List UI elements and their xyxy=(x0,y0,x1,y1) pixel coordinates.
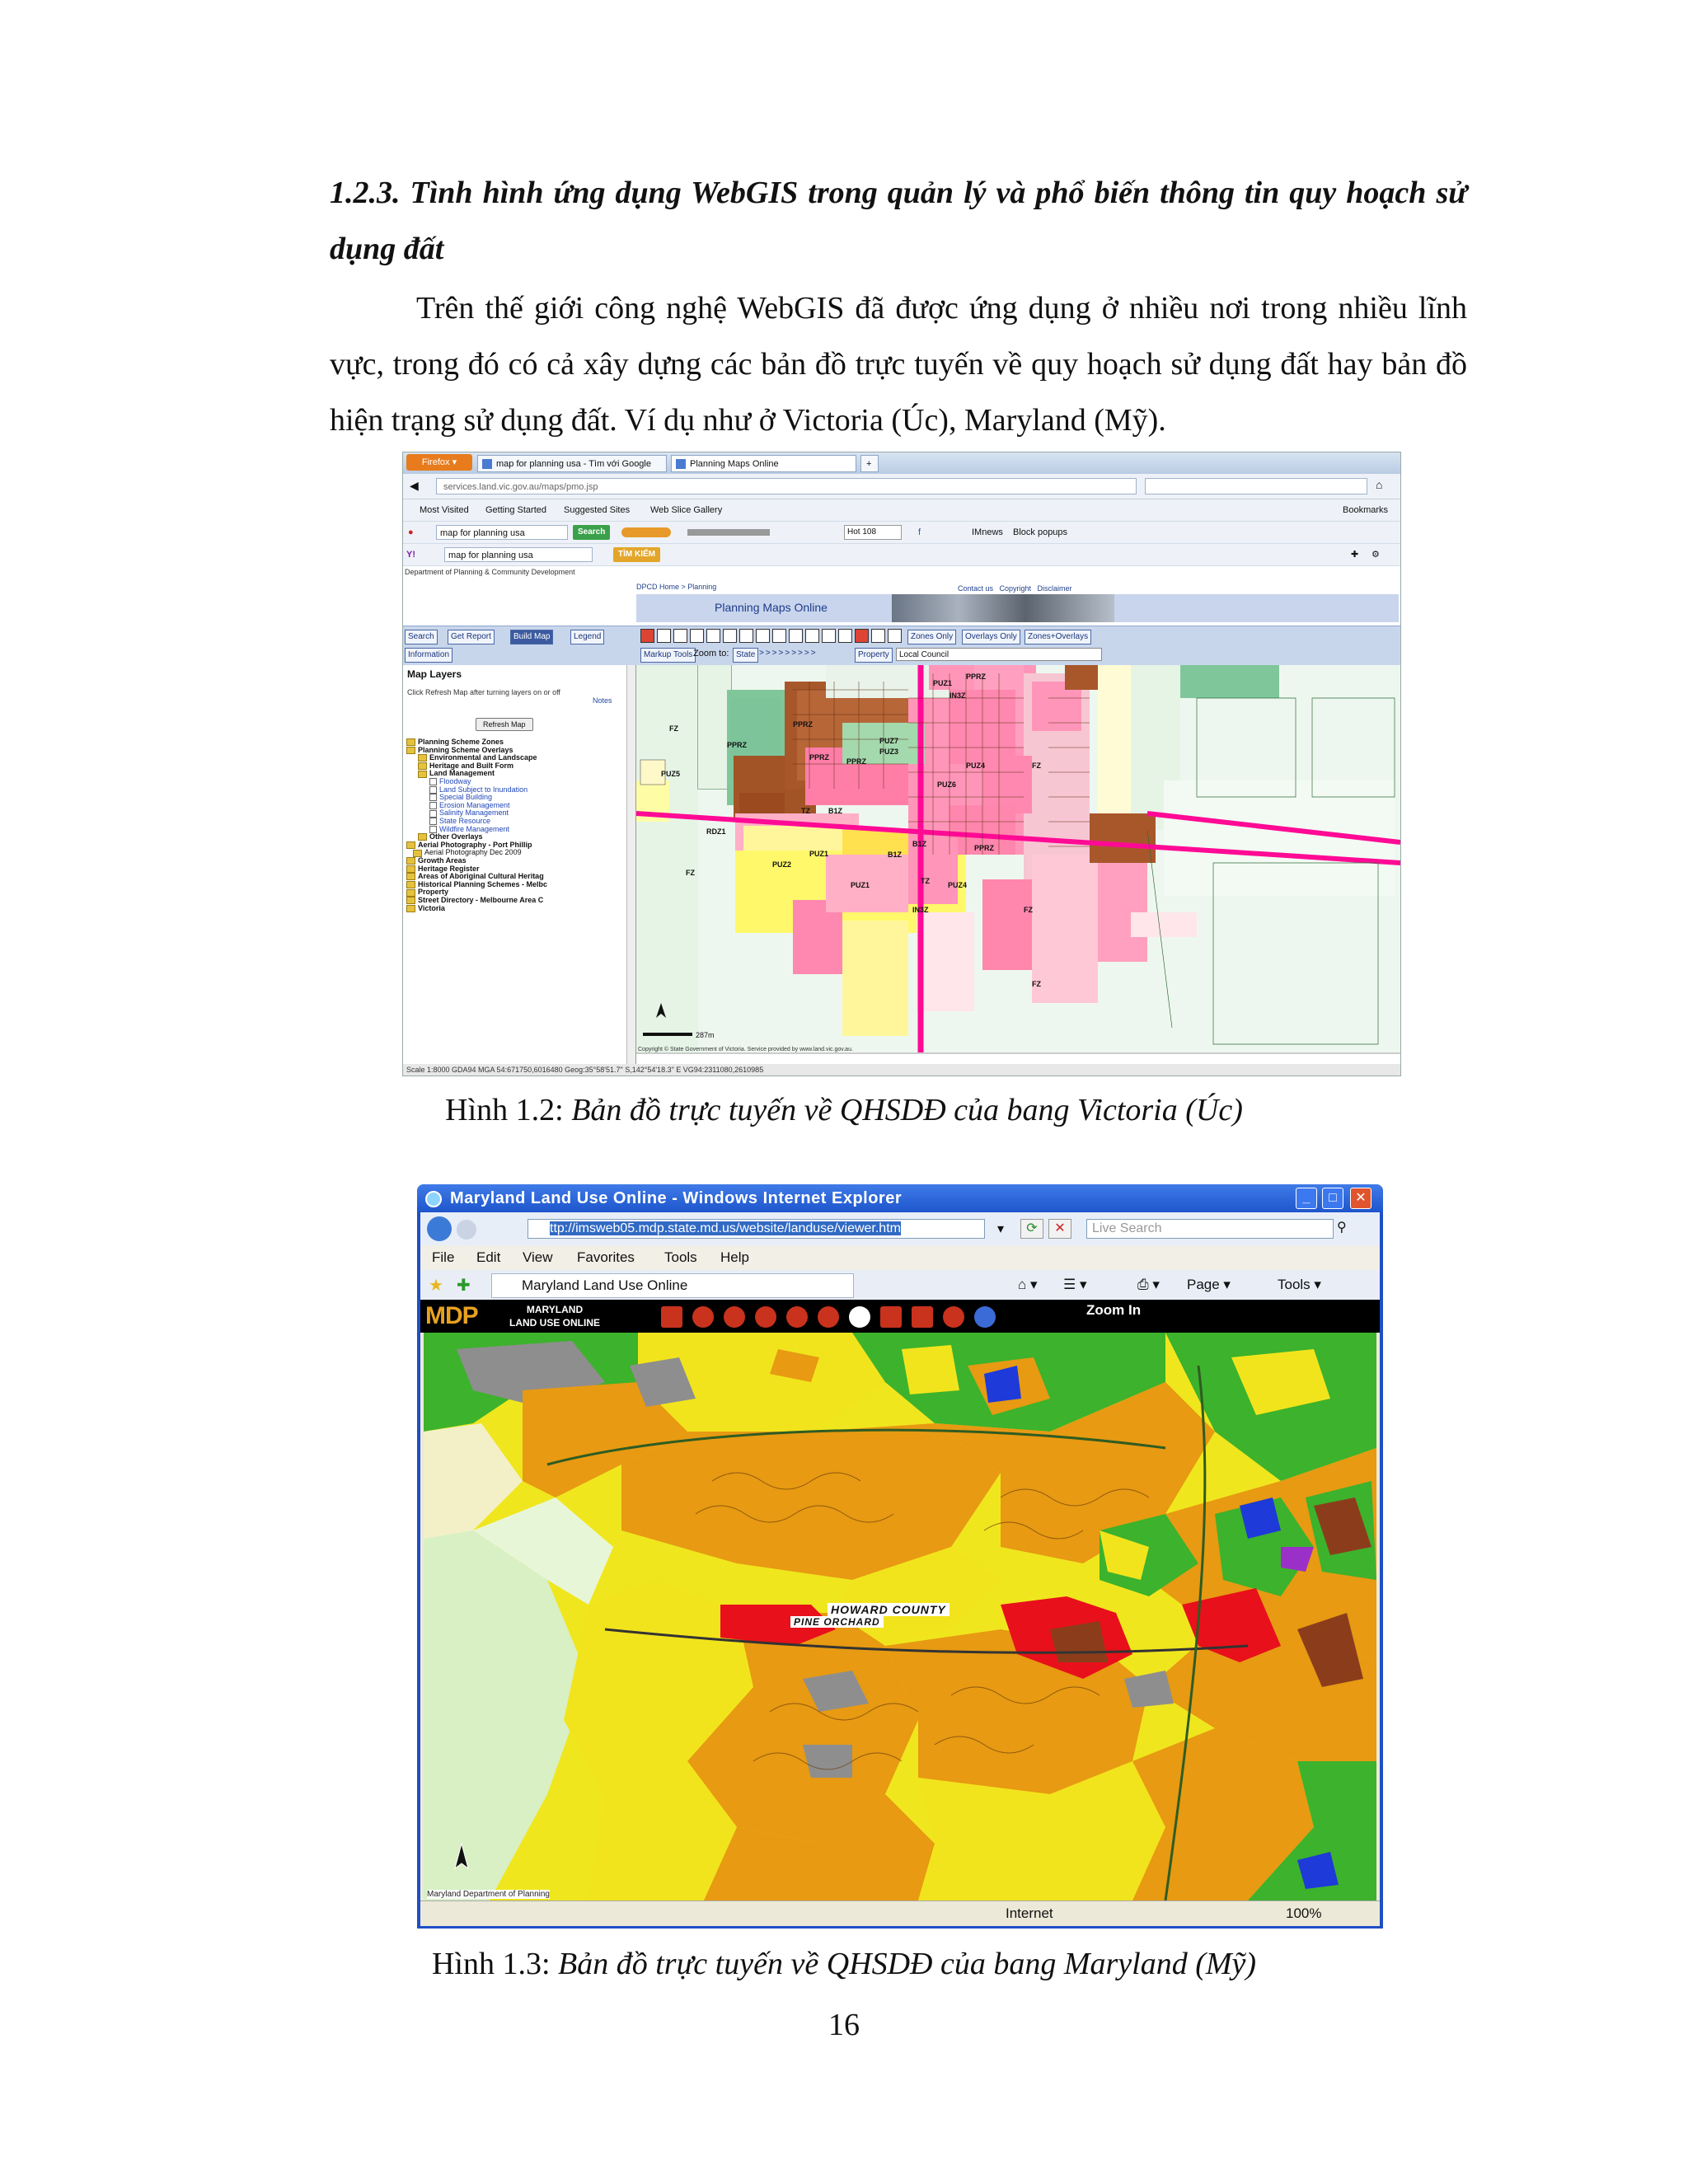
block-popups-link[interactable]: Block popups xyxy=(1013,527,1068,537)
map-label: IN3Z xyxy=(950,691,966,700)
globe-icon[interactable] xyxy=(974,1306,996,1328)
dropdown-icon[interactable]: ▾ xyxy=(997,1222,1005,1236)
pencil-icon[interactable] xyxy=(772,629,786,643)
layer-label: Property xyxy=(418,888,449,897)
zoom-in-icon[interactable] xyxy=(692,1306,714,1328)
menu-help[interactable]: Help xyxy=(720,1249,749,1265)
facebook-icon[interactable]: f xyxy=(918,527,921,537)
status-bar xyxy=(420,1900,1380,1926)
map-label: PPRZ xyxy=(793,720,814,729)
zoom-steps[interactable]: >>>>>>>>> xyxy=(759,649,818,658)
tab-get-report[interactable]: Get Report xyxy=(448,630,495,644)
notes-link[interactable]: Notes xyxy=(593,696,612,705)
banner-photo xyxy=(892,594,1114,622)
layer-label: Street Directory - Melbourne Area C xyxy=(418,896,544,904)
layer-label: Erosion Management xyxy=(439,800,510,809)
zoom-box-icon[interactable] xyxy=(673,629,687,643)
menu-tools[interactable]: Tools xyxy=(664,1249,697,1265)
folder-icon[interactable] xyxy=(418,771,427,778)
map-label: FZ xyxy=(1032,762,1041,770)
search-toolbar xyxy=(403,522,1400,544)
clear-icon[interactable] xyxy=(871,629,885,643)
map-label: PUZ1 xyxy=(851,881,870,889)
browser-nav-bar xyxy=(403,474,1400,499)
map-label: PPRZ xyxy=(727,741,748,749)
map-label: PPRZ xyxy=(974,844,995,852)
map-label: FZ xyxy=(669,724,678,733)
save-icon[interactable] xyxy=(855,629,869,643)
google-icon xyxy=(482,459,492,469)
pointer-icon[interactable] xyxy=(756,629,770,643)
toolbar-slider[interactable] xyxy=(687,529,770,536)
page-number: 16 xyxy=(828,2008,860,2042)
mdp-toolbar xyxy=(420,1300,1380,1333)
council-select[interactable]: Local Council xyxy=(896,648,1102,661)
status-zone: Internet xyxy=(1006,1905,1053,1921)
help-icon[interactable] xyxy=(888,629,902,643)
bookmark-item[interactable]: Most Visited xyxy=(420,505,469,515)
refresh-icon[interactable]: ⟳ xyxy=(1020,1219,1043,1239)
measure-icon[interactable] xyxy=(880,1306,902,1328)
zoom-to-label: Zoom to: xyxy=(693,649,729,658)
breadcrumb[interactable]: DPCD Home > Planning xyxy=(636,583,717,591)
zoning-map-svg xyxy=(636,665,1400,1054)
map-layers-panel xyxy=(403,665,636,1064)
browser-tab-google[interactable] xyxy=(477,455,667,472)
mdp-subtitle-2: LAND USE ONLINE xyxy=(509,1317,601,1329)
map-toolbar xyxy=(403,626,1400,666)
select-icon[interactable] xyxy=(723,629,737,643)
help-icon[interactable] xyxy=(943,1306,964,1328)
layer-label: Heritage and Built Form xyxy=(429,761,514,770)
map-layers-title: Map Layers xyxy=(407,668,462,680)
home-icon[interactable]: ⌂ ▾ xyxy=(1018,1277,1038,1292)
map-label: B1Z xyxy=(828,807,843,815)
scale-text: 287m xyxy=(696,1031,715,1039)
favorites-star-icon[interactable]: ★ xyxy=(429,1277,443,1295)
layer-label: Wildfire Management xyxy=(439,824,510,833)
victoria-zoning-map[interactable] xyxy=(636,665,1400,1054)
tab-search[interactable]: Search xyxy=(405,630,438,644)
map-label: PUZ7 xyxy=(879,737,899,745)
caption-text: Bản đồ trực tuyến về QHSDĐ của bang Maryland (Mỹ) xyxy=(558,1947,1257,1981)
layer-label: Historical Planning Schemes - Melbc xyxy=(418,879,548,888)
close-button[interactable]: ✕ xyxy=(1350,1188,1372,1209)
stop-icon[interactable]: ✕ xyxy=(1048,1219,1071,1239)
add-favorites-icon[interactable]: ✚ xyxy=(457,1277,471,1295)
map-label: PUZ4 xyxy=(966,762,986,770)
bookmark-item[interactable]: Suggested Sites xyxy=(564,505,631,515)
layer-label: Victoria xyxy=(418,903,445,912)
tab-maryland[interactable]: Maryland Land Use Online xyxy=(491,1273,854,1298)
firefox-menu-button[interactable]: Firefox ▾ xyxy=(406,454,472,471)
layer-label: Growth Areas xyxy=(418,856,467,865)
layer-label: Floodway xyxy=(439,777,471,785)
caption-prefix: Hình 1.2: xyxy=(445,1093,572,1127)
mdp-logo: MDP xyxy=(425,1302,478,1329)
identify-icon[interactable] xyxy=(739,629,753,643)
map-label: TZ xyxy=(921,877,930,885)
layer-label: Aerial Photography Dec 2009 xyxy=(424,848,522,857)
department-name: Department of Planning & Community Development xyxy=(405,568,575,576)
browser-search-input[interactable] xyxy=(1145,478,1367,494)
layer-label: Planning Scheme Overlays xyxy=(418,745,513,754)
map-label: PUZ6 xyxy=(937,780,957,789)
zoom-state-button[interactable]: State xyxy=(733,648,758,663)
zones-overlays-button[interactable]: Zones+Overlays xyxy=(1025,630,1091,644)
markup-tools-button[interactable]: Markup Tools xyxy=(640,648,696,663)
refresh-map-button[interactable]: Refresh Map xyxy=(476,718,533,731)
layers-scrollbar[interactable] xyxy=(626,665,635,1064)
toolbar-search-button[interactable]: Search xyxy=(573,525,610,540)
export-icon[interactable] xyxy=(838,629,852,643)
forward-button[interactable] xyxy=(457,1220,476,1240)
map-label: PUZ4 xyxy=(948,881,968,889)
layer-label: Land Subject to Inundation xyxy=(439,785,528,794)
menu-favorites[interactable]: Favorites xyxy=(577,1249,635,1265)
map-label: B1Z xyxy=(912,840,927,848)
mdp-subtitle-1: MARYLAND xyxy=(526,1304,584,1315)
tab-bar xyxy=(420,1270,1380,1301)
map-label: B1Z xyxy=(888,851,903,859)
full-extent-icon[interactable] xyxy=(818,1306,839,1328)
current-tool-label: Zoom In xyxy=(1086,1302,1142,1318)
maximize-button[interactable]: □ xyxy=(1322,1188,1343,1209)
tab-label: Planning Maps Online xyxy=(690,459,779,469)
zoom-out-icon[interactable] xyxy=(724,1306,745,1328)
folder-icon[interactable] xyxy=(406,905,415,912)
tab-legend[interactable]: Legend xyxy=(570,630,604,644)
map-label: RDZ1 xyxy=(706,827,726,836)
imnews-link[interactable]: IMnews xyxy=(972,527,1003,537)
new-tab-button[interactable]: + xyxy=(860,455,879,472)
layer-item[interactable] xyxy=(406,904,445,913)
browser-tab-planning[interactable] xyxy=(671,455,856,472)
menu-bar xyxy=(420,1245,1380,1270)
map-label: TZ xyxy=(801,807,810,815)
map-credit: Maryland Department of Planning xyxy=(427,1890,550,1899)
url-text: ttp://imsweb05.mdp.state.md.us/website/landuse/viewer.htm xyxy=(550,1221,901,1235)
map-copyright: Copyright © State Government of Victoria. Service provided by www.land.vic.gov.au. xyxy=(638,1047,853,1052)
browser-tab-strip xyxy=(403,452,1400,474)
print-icon[interactable] xyxy=(822,629,836,643)
minimize-button[interactable]: _ xyxy=(1296,1188,1317,1209)
map-label: PPRZ xyxy=(809,753,830,762)
tab-build-map[interactable]: Build Map xyxy=(510,630,553,644)
yahoo-search-input[interactable]: map for planning usa xyxy=(444,547,593,562)
map-label: PPRZ xyxy=(966,673,987,681)
toolbar-logo-icon: ● xyxy=(408,527,414,537)
info-icon[interactable] xyxy=(706,629,720,643)
scale-bar xyxy=(643,1033,692,1036)
hot-select[interactable]: Hot 108 xyxy=(844,525,902,540)
pan-hand-icon[interactable] xyxy=(690,629,704,643)
layer-label: Salinity Management xyxy=(439,808,509,818)
yahoo-toolbar xyxy=(403,544,1400,566)
window-titlebar xyxy=(417,1184,1383,1212)
caption-text: Bản đồ trực tuyến về QHSDĐ của bang Victoria (Úc) xyxy=(571,1093,1243,1127)
ie-logo-icon xyxy=(425,1191,442,1207)
map-label-place: PINE ORCHARD xyxy=(790,1616,884,1628)
layer-label: Areas of Aboriginal Cultural Heritag xyxy=(418,872,544,881)
figure-victoria-screenshot xyxy=(402,452,1401,1076)
yahoo-icon: Y! xyxy=(406,550,415,560)
layer-label: State Resource xyxy=(439,817,491,825)
bookmarks-bar xyxy=(403,499,1400,522)
maryland-landuse-map[interactable] xyxy=(424,1333,1376,1900)
page-menu[interactable]: Page ▾ xyxy=(1187,1277,1231,1292)
layer-label: Planning Scheme Zones xyxy=(418,738,504,746)
status-bar: Scale 1:8000 GDA94 MGA 54:671750,6016480 Geog:35°58'51.7" S,142°54'18.3" E VG94:2311080,2610985 xyxy=(403,1064,1401,1076)
tools-menu[interactable]: Tools ▾ xyxy=(1278,1277,1321,1292)
measure-icon[interactable] xyxy=(789,629,803,643)
address-bar[interactable] xyxy=(528,1219,985,1239)
settings-icon[interactable]: ⚙ xyxy=(1372,550,1380,560)
identify-icon[interactable] xyxy=(849,1306,870,1328)
bookmark-item[interactable]: Web Slice Gallery xyxy=(650,505,723,515)
toolbar-emoticons[interactable] xyxy=(621,527,671,537)
figure-1-2-caption xyxy=(0,1090,1688,1131)
status-zoom[interactable]: 100% xyxy=(1286,1905,1322,1921)
live-search-input[interactable]: Live Search xyxy=(1086,1219,1334,1239)
add-icon[interactable]: ✚ xyxy=(1351,550,1359,560)
map-label: FZ xyxy=(1024,906,1033,914)
menu-edit[interactable]: Edit xyxy=(476,1249,501,1265)
print-map-icon[interactable] xyxy=(912,1306,933,1328)
window-title: Maryland Land Use Online - Windows Internet Explorer xyxy=(450,1189,903,1207)
feeds-icon[interactable]: ☰ ▾ xyxy=(1063,1277,1087,1292)
site-header xyxy=(403,566,1400,626)
zoom-out-icon[interactable] xyxy=(657,629,671,643)
map-label: FZ xyxy=(686,869,695,877)
zoom-property-button[interactable]: Property xyxy=(855,648,893,663)
map-label: FZ xyxy=(1032,980,1041,988)
map-label: PUZ5 xyxy=(661,770,681,778)
zones-only-button[interactable]: Zones Only xyxy=(907,630,956,644)
map-label: PUZ1 xyxy=(809,850,829,858)
map-label: PUZ2 xyxy=(772,860,792,869)
map-icon xyxy=(676,459,686,469)
address-bar[interactable]: services.land.vic.gov.au/maps/pmo.jsp xyxy=(436,478,1137,494)
layer-label: Land Management xyxy=(429,769,495,778)
site-title: Planning Maps Online xyxy=(715,601,828,614)
toolbar-search-input[interactable]: map for planning usa xyxy=(436,525,568,540)
map-label: PUZ1 xyxy=(933,679,953,687)
map-label: PPRZ xyxy=(846,757,867,766)
layer-label: Heritage Register xyxy=(418,864,480,873)
zoom-in-icon[interactable] xyxy=(640,629,654,643)
window-body xyxy=(420,1212,1380,1925)
folder-icon[interactable] xyxy=(406,747,415,754)
search-icon[interactable]: ⚲ xyxy=(1337,1221,1347,1235)
layer-label: Other Overlays xyxy=(429,832,483,841)
layer-label: Aerial Photography - Port Phillip xyxy=(418,840,532,849)
map-layers-note: Click Refresh Map after turning layers on or off xyxy=(407,688,560,696)
back-arrow-icon[interactable]: ◀ xyxy=(410,479,419,492)
overlays-only-button[interactable]: Overlays Only xyxy=(962,630,1020,644)
paragraph-text: Trên thế giới công nghệ WebGIS đã được ứng dụng ở nhiều nơi trong nhiều lĩnh vực, trong đó có cả xây dựng các bản đồ trực tuyến về quy hoạch sử dụng đất hay bản đồ hiện trạng sử dụng đất. Ví dụ như ở Victoria (Úc), Maryland (Mỹ). xyxy=(330,291,1467,438)
map-label-county: HOWARD COUNTY xyxy=(828,1603,950,1616)
back-extent-icon[interactable] xyxy=(786,1306,808,1328)
menu-file[interactable]: File xyxy=(432,1249,455,1265)
layer-label: Special Building xyxy=(439,793,493,802)
text-icon[interactable] xyxy=(805,629,819,643)
menu-view[interactable]: View xyxy=(523,1249,553,1265)
back-button[interactable] xyxy=(427,1216,452,1241)
tab-information[interactable]: Information xyxy=(405,648,452,663)
caption-prefix: Hình 1.3: xyxy=(431,1947,559,1981)
bookmarks-menu[interactable]: Bookmarks xyxy=(1343,505,1389,515)
layers-icon[interactable] xyxy=(661,1306,682,1328)
home-icon[interactable]: ⌂ xyxy=(1376,478,1383,491)
mdp-subtitle xyxy=(509,1303,600,1329)
pan-icon[interactable] xyxy=(755,1306,776,1328)
print-icon[interactable]: ⎙ ▾ xyxy=(1137,1277,1160,1292)
body-paragraph xyxy=(330,280,1467,448)
banner-links[interactable]: Contact us Copyright Disclaimer xyxy=(958,584,1072,593)
map-label: IN3Z xyxy=(912,906,929,914)
layer-label: Environmental and Landscape xyxy=(429,753,537,762)
landuse-map-svg xyxy=(424,1333,1376,1900)
section-heading: 1.2.3. Tình hình ứng dụng WebGIS trong quản lý và phổ biến thông tin quy hoạch sử dụng đất xyxy=(330,176,1467,266)
address-toolbar xyxy=(420,1212,1380,1246)
map-label: PUZ3 xyxy=(879,748,899,756)
yahoo-search-button[interactable]: TÌM KIẾM xyxy=(613,547,660,562)
figure-maryland-screenshot xyxy=(417,1184,1383,1929)
figure-1-3-caption xyxy=(0,1943,1688,1985)
tab-label: map for planning usa - Tìm với Google xyxy=(496,459,651,469)
bookmark-item[interactable]: Getting Started xyxy=(485,505,546,515)
